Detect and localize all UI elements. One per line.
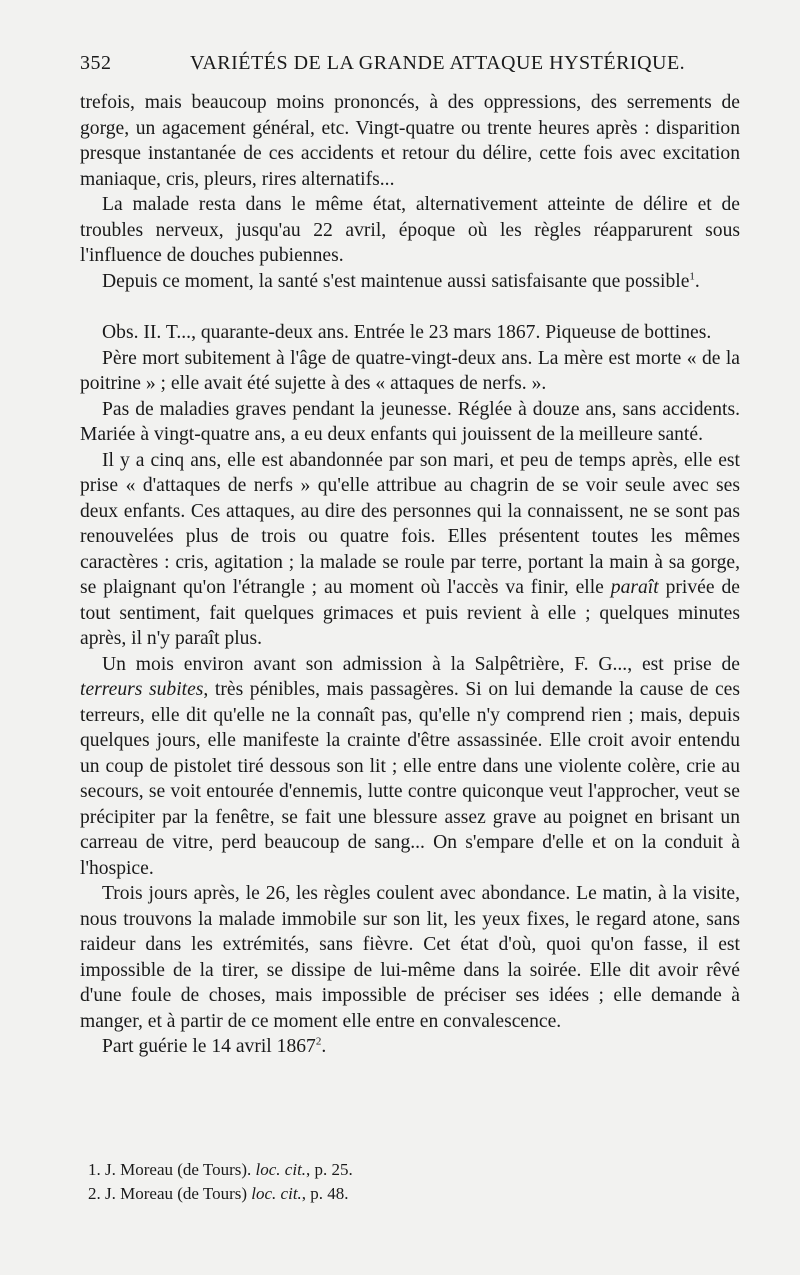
running-title: VARIÉTÉS DE LA GRANDE ATTAQUE HYSTÉRIQUE. <box>190 52 686 74</box>
footnote-page: , p. 48. <box>301 1184 349 1203</box>
footnote <box>88 1182 748 1206</box>
paragraph-text: Depuis ce moment, la santé s'est maintenue aussi satisfaisante que possible <box>102 270 690 292</box>
page-number: 352 <box>80 52 112 74</box>
footnote-source: 2. J. Moreau (de Tours) <box>88 1184 248 1203</box>
paragraph: Père mort subitement à l'âge de quatre-vingt-deux ans. La mère est morte « de la poitrine » ; elle avait été sujette à des « attaques de nerfs. ». <box>80 347 740 394</box>
paragraph: Part guérie le 14 avril 1867$^2$. <box>102 1035 327 1057</box>
footnote-source: 1. J. Moreau (de Tours). <box>88 1160 252 1179</box>
paragraph: Pas de maladies graves pendant la jeunesse. Réglée à douze ans, sans accidents. Mariée à vingt-quatre ans, a eu deux enfants qui jouissent de la meilleure santé. <box>80 398 740 445</box>
footnotes <box>88 1158 748 1206</box>
footnote-ref: 2 <box>315 1035 322 1048</box>
footnote-loc-cit: loc. cit. <box>255 1160 307 1179</box>
footnote <box>88 1158 748 1182</box>
body-text <box>80 90 740 1060</box>
italic-emphasis: terreurs subites <box>80 679 204 700</box>
paragraph-text: Un mois environ avant son admission à la Salpêtrière, F. G..., est prise de <box>102 653 740 675</box>
observation-heading: Obs. II. T..., quarante-deux ans. Entrée le 23 mars 1867. Piqueuse de bottines. <box>102 322 712 343</box>
paragraph <box>80 652 740 882</box>
paragraph: Depuis ce moment, la santé s'est maintenue aussi satisfaisante que possible$^1$. <box>102 269 700 292</box>
paragraph: La malade resta dans le même état, alternativement atteinte de délire et de troubles nerveux, jusqu'au 22 avril, époque où les règles réapparurent sous l'influence de douches pubiennes. <box>80 194 740 266</box>
italic-emphasis: paraît <box>610 577 659 598</box>
paragraph: trefois, mais beaucoup moins prononcés, à des oppressions, des serrements de gorge, un agacement général, etc. Vingt-quatre ou trente heures après : disparition presque instantanée de ces accidents et retour du délire, cette fois avec excitation maniaque, cris, pleurs, rires alternatifs... <box>80 92 740 190</box>
footnote-ref: 1 <box>689 269 695 282</box>
paragraph: Trois jours après, le 26, les règles coulent avec abondance. Le matin, à la visite, nous trouvons la malade immobile sur son lit, les yeux fixes, le regard atone, sans raideur dans les extrémités, sans fièvre. Cet état d'où, quoi qu'on fasse, il est impossible de la tirer, se dissipe de lui-même dans la soirée. Elle dit avoir rêvé d'une foule de choses, mais impossible de préciser ses idées ; elle demande à manger, et à partir de ce moment elle entre en convalescence. <box>80 883 740 1032</box>
paragraph-text: , très pénibles, mais passagères. Si on lui demande la cause de ces terreurs, elle dit qu'elle ne la connaît pas, qu'elle n'y comprend rien ; mais, depuis quelques jours, elle manifeste la crainte d'être assassinée. Elle croit avoir entendu un coup de pistolet tiré dessous son lit ; elle entre dans une violente colère, crie au secours, se voit entourée d'ennemis, lutte contre quiconque veut l'approcher, veut se précipiter par la fenêtre, se fait une blessure assez grave au poignet en brisant un carreau de vitre, perd beaucoup de sang... On s'empare d'elle et on la conduit à l'hospice. <box>80 679 740 879</box>
paragraph-text: privée de tout sentiment, fait quelques grimaces et puis revient à elle ; quelques minutes après, il n'y paraît plus. <box>80 577 740 649</box>
footnote-loc-cit: loc. cit. <box>251 1184 302 1203</box>
paragraph-text: Il y a cinq ans, elle est abandonnée par son mari, et peu de temps après, elle est prise « d'attaques de nerfs » qu'elle attribue au chagrin de se voir seule avec ses deux enfants. Ces attaques, au dire des personnes qui la connaissent, ne se sont pas renouvelées plus de trois ou quatre fois. Elles présentent toutes les mêmes caractères : cris, agitation ; la malade se roule par terre, portant la main à sa gorge, se plaignant qu'on l'étrangle ; au moment où l'accès va finir, elle <box>80 449 740 598</box>
paragraph-text: Part guérie le 14 avril 1867 <box>102 1036 316 1057</box>
paragraph <box>80 448 740 652</box>
footnote-page: , p. 25. <box>306 1160 353 1179</box>
